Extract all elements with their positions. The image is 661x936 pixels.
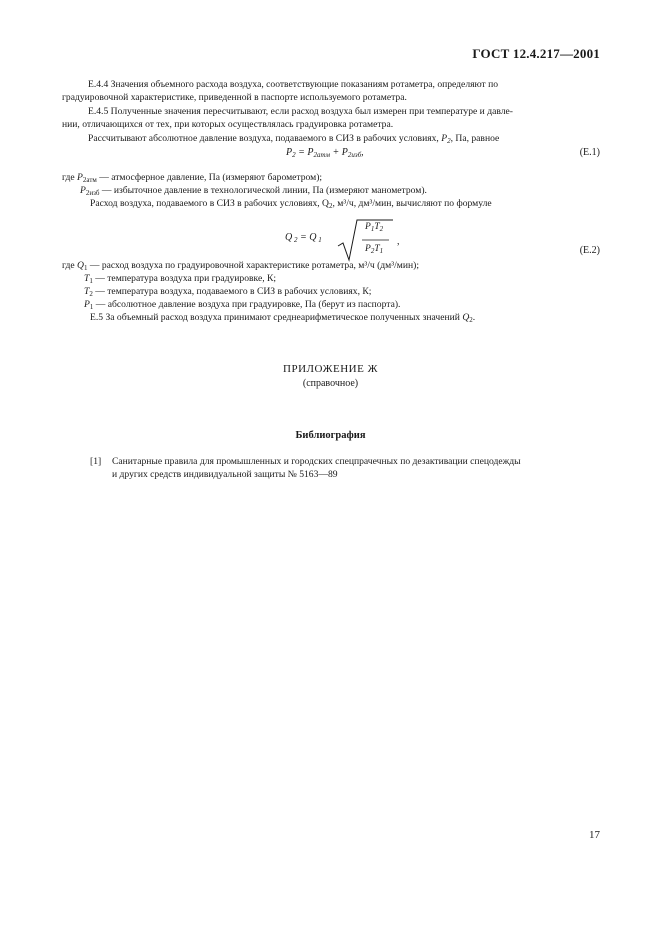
bibliography-ref-number: [1] xyxy=(90,456,102,467)
equation-e1: $P_2 = P_{2атм} + P_{2изб}$, xyxy=(286,147,364,159)
equation-e2: Q $_2$ = Q $_1$ $P_1T_2$ $P_2T_1$ , xyxy=(285,218,395,268)
appendix-title: ПРИЛОЖЕНИЕ Ж xyxy=(283,363,378,375)
definition-t1: $T_1$ — температура воздуха при градуировке, К; xyxy=(84,273,277,285)
bibliography-ref-line2: и других средств индивидуальной защиты № 5163—89 xyxy=(112,469,338,480)
bibliography-heading: Библиография xyxy=(295,430,366,441)
paragraph-e44-line1: Е.4.4 Значения объемного расхода воздуха, соответствующие показаниям ротаметра, определяют по xyxy=(88,79,499,90)
paragraph-e45-line2: нии, отличающихся от тех, при которых осуществлялась градуировка ротаметра. xyxy=(62,119,394,131)
paragraph-e5: Е.5 За объемный расход воздуха принимают среднеарифметическое полученных значений $Q_2$. xyxy=(90,312,476,324)
calc-symbol-p2: $P_2$ xyxy=(441,132,451,145)
definition-atm: где $P_{2атм}$ — атмосферное давление, Па (измеряют барометром); xyxy=(62,172,323,184)
definition-t2: $T_2$ — температура воздуха, подаваемого в СИЗ в рабочих условиях, К; xyxy=(84,286,372,298)
definition-izb: $P_{2изб}$ — избыточное давление в технологической линии, Па (измеряют манометром). xyxy=(80,185,427,197)
definition-p1: $P_1$ — абсолютное давление воздуха при градуировке, Па (берут из паспорта). xyxy=(84,299,401,311)
paragraph-calc xyxy=(62,132,599,148)
calc-prefix: Рассчитывают абсолютное давление воздуха, подаваемого в СИЗ в рабочих условиях, xyxy=(88,132,439,144)
bibliography-ref-line1: Санитарные правила для промышленных и городских спецпрачечных по дезактивации спецодежды xyxy=(112,456,521,467)
paragraph-e45-line1: Е.4.5 Полученные значения пересчитывают, если расход воздуха был измерен при температуре и давле- xyxy=(88,105,513,117)
calc-suffix: , Па, равное xyxy=(450,132,500,144)
page-number: 17 xyxy=(589,829,600,841)
paragraph-e44-line2: градуировочной характеристике, приведенной в паспорте используемого ротаметра. xyxy=(62,92,407,104)
appendix-subtitle: (справочное) xyxy=(302,378,359,389)
flow-sentence: Расход воздуха, подаваемого в СИЗ в рабочих условиях, $Q_2$, м³/ч, дм³/мин, вычисляют по формуле xyxy=(90,198,492,210)
equation-e1-number: (Е.1) xyxy=(579,147,600,158)
section-e4-text xyxy=(62,78,599,148)
definition-q1: где $Q_1$ — расход воздуха по градуировочной характеристике ротаметра, м³/ч (дм³/мин); xyxy=(62,260,419,272)
document-header: ГОСТ 12.4.217—2001 xyxy=(472,46,600,61)
equation-e2-number: (Е.2) xyxy=(579,245,600,256)
